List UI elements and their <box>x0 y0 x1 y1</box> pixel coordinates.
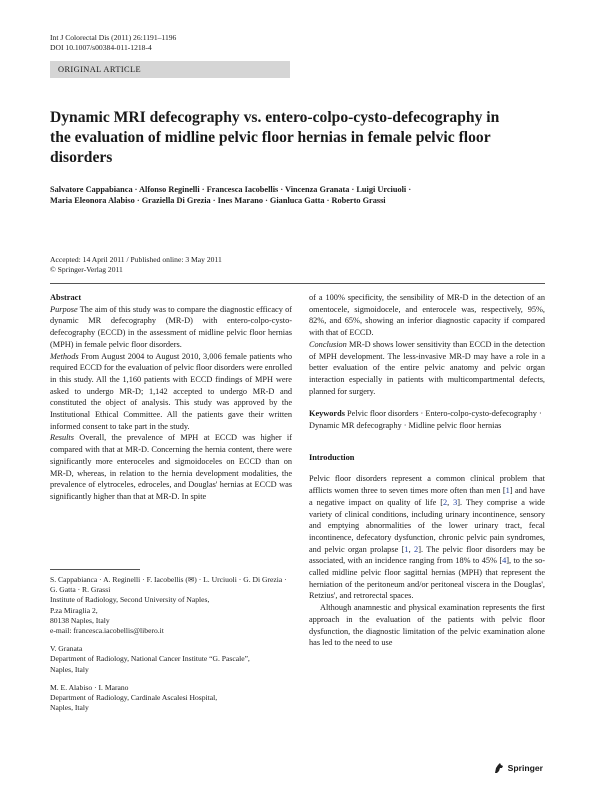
author-list: Salvatore Cappabianca · Alfonso Reginelli · Francesca Iacobellis · Vincenza Granata · Luigi Urciuoli · Maria Eleonora Alabiso · Graziella Di Grezia · Ines Marano · Gianluca Gatta · Roberto Grassi <box>50 185 412 206</box>
abstract-purpose <box>50 304 292 351</box>
abstract-results <box>50 432 292 502</box>
citation-link[interactable]: 1 <box>505 486 510 496</box>
methods-label: Methods <box>50 351 79 361</box>
publisher-logo <box>493 762 543 774</box>
introduction-heading: Introduction <box>309 452 355 462</box>
affiliation-line: 80138 Naples, Italy <box>50 615 110 625</box>
publisher-name: Springer <box>507 763 543 773</box>
citation-link[interactable]: 4 <box>502 556 507 566</box>
affiliation-names: S. Cappabianca · A. Reginelli · F. Iacobellis (✉) · L. Urciuoli · G. Di Grezia · G. Gatta · R. Grassi <box>50 575 287 595</box>
affiliation-3 <box>50 683 292 714</box>
springer-horse-icon <box>493 762 505 774</box>
citation-link[interactable]: 2 <box>414 544 419 554</box>
citation-link[interactable]: 1 <box>404 544 409 554</box>
abstract-methods <box>50 351 292 433</box>
affiliation-email: e-mail: francesca.iacobellis@libero.it <box>50 626 164 636</box>
purpose-text: The aim of this study was to compare the diagnostic efficacy of dynamic MR defecography (MR-D) with entero-colpo-cysto-defecography (ECCD) in the assessment of midline pelvic floor hernias (MPH) in female pelvic floor disorders. <box>50 304 292 349</box>
citation-link[interactable]: 2 <box>442 497 448 507</box>
affiliation-line: Institute of Radiology, Second University of Naples, <box>50 595 210 605</box>
affiliation-names: V. Granata <box>50 644 83 654</box>
purpose-label: Purpose <box>50 304 78 314</box>
footnote-divider <box>50 569 140 570</box>
article-title: Dynamic MRI defecography vs. entero-colpo-cysto-defecography in the evaluation of midline pelvic floor hernias in female pelvic floor disorders <box>50 109 500 167</box>
introduction-paragraph-2: Although anamnestic and physical examination represents the first approach in the evaluation of the patients with pelvic floor dysfunction, the diagnostic limitation of the pelvic examination alone has led to the need to use <box>309 603 545 648</box>
article-type-banner: ORIGINAL ARTICLE <box>50 61 290 78</box>
keywords-label: Keywords <box>309 409 345 419</box>
affiliation-1 <box>50 575 292 636</box>
affiliation-line: Department of Radiology, Cardinale Ascalesi Hospital, <box>50 693 218 703</box>
results-text: Overall, the prevalence of MPH at ECCD was higher if compared with that at MR-D. Concerning the hernia content, there were significantly more enteroceles and sigmoidoceles on ECCD than on MR-D, whereas, in relation to the hernia development modalities, the prevalence of elytroceles, edroceles, and Douglas' hernias at ECCD was significantly higher than that at MR-D. In spite <box>50 433 292 501</box>
left-column <box>50 292 292 503</box>
header-divider <box>50 283 545 284</box>
conclusion-label: Conclusion <box>309 339 347 349</box>
affiliation-line: Naples, Italy <box>50 664 89 674</box>
abstract-heading: Abstract <box>50 293 82 302</box>
affiliations <box>50 575 292 721</box>
results-label: Results <box>50 433 74 443</box>
right-column <box>309 292 545 649</box>
affiliation-names: M. E. Alabiso · I. Marano <box>50 682 129 692</box>
affiliation-line: Department of Radiology, National Cancer Institute “G. Pascale”, <box>50 654 250 664</box>
affiliation-line: P.za Miraglia 2, <box>50 605 98 615</box>
citation-link[interactable]: 3 <box>453 497 458 507</box>
publication-dates <box>50 255 222 275</box>
conclusion-text: MR-D shows lower sensitivity than ECCD in the detection of MPH development. The less-invasive MR-D may have a role in a better evaluation of the entire pelvic anatomy and pelvic organ interaction especially in patients with multicompartmental defects, planned for surgery. <box>309 339 545 396</box>
affiliation-line: Naples, Italy <box>50 703 89 713</box>
doi: DOI 10.1007/s00384-011-1218-4 <box>50 43 152 53</box>
keywords-text: Pelvic floor disorders · Entero-colpo-cysto-defecography · Dynamic MR defecography · Midline pelvic floor hernias <box>309 409 542 431</box>
copyright: © Springer-Verlag 2011 <box>50 265 123 275</box>
methods-text: From August 2004 to August 2010, 3,006 female patients who required ECCD for the evaluation of pelvic floor disorders were enrolled in this study. All the 1,160 patients with ECCD findings of MPH were asked to undergo MR-D; 1,142 accepted to undergo MR-D and constituted the object of analysis. This study was approved by the Institutional Ethical Committee. All the patients gave their written informed consent to take part in the study. <box>50 351 292 431</box>
affiliation-2 <box>50 644 292 675</box>
abstract-conclusion <box>309 339 545 398</box>
introduction-paragraph-1: Pelvic floor disorders represent a common clinical problem that afflicts women three to seven times more often than men [1] and have a negative impact on quality of life [2, 3]. They comprise a wide variety of clinical conditions, including urinary incontinence, sensory and emptying abnormalities of the lower urinary tract, fecal incontinence, defecatory dysfunction, chronic pelvic pain syndromes, and pelvic organ prolapse [1, 2]. The pelvic floor disorders may be associated, with an incidence ranging from 18% to 45% [4], to the so-called midline pelvic floor sagittal hernias (MPH) that represent the herniation of the peritoneum and/or peritoneal viscera in the Douglas', Retzius', and retrorectal spaces. <box>309 474 546 601</box>
accepted-date: Accepted: 14 April 2011 / Published online: 3 May 2011 <box>50 255 222 264</box>
journal-citation: Int J Colorectal Dis (2011) 26:1191–1196 <box>50 33 177 42</box>
abstract-results-continued: of a 100% specificity, the sensibility of MR-D in the detection of an omentocele, sigmoidocele, and enterocele was, respectively, 95%, 82%, and 65%, showing an inferior diagnostic capacity if compared with that of ECCD. <box>309 293 545 338</box>
journal-info <box>50 33 176 53</box>
keywords <box>309 408 545 431</box>
